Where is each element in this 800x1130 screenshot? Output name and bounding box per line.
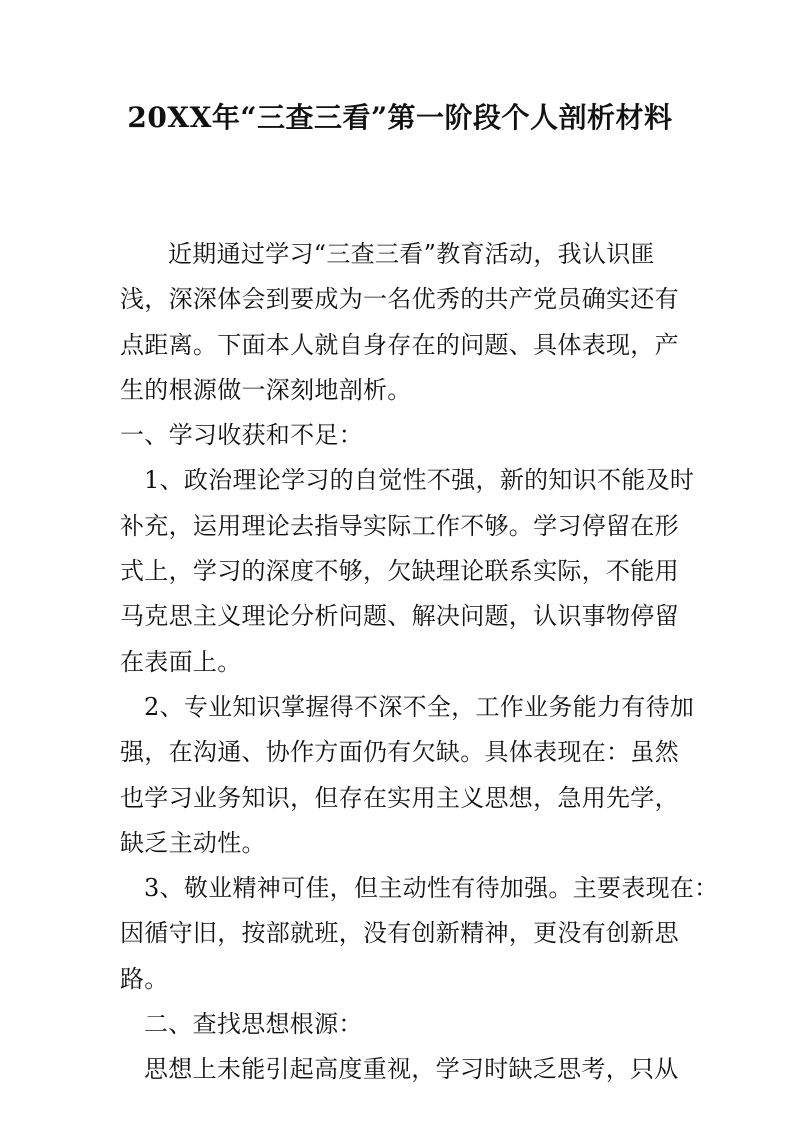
paragraph-line: 近期通过学习“三查三看”教育活动，我认识匪 [168, 240, 655, 268]
paragraph-line: 3、敬业精神可佳，但主动性有待加强。主要表现在： [144, 874, 719, 903]
paragraph-line: 马克思主义理论分析问题、解决问题，认识事物停留 [120, 602, 679, 631]
paragraph-line: 强，在沟通、协作方面仍有欠缺。具体表现在：虽然 [120, 738, 679, 767]
document-title: 20XX年“三查三看”第一阶段个人剖析材料 [127, 101, 673, 134]
paragraph-line: 1、政治理论学习的自觉性不强，新的知识不能及时 [144, 466, 695, 495]
section-heading-1: 一、学习收获和不足： [120, 421, 363, 450]
paragraph-line: 点距离。下面本人就自身存在的问题、具体表现，产 [120, 330, 679, 359]
paragraph-line: 2、专业知识掌握得不深不全，工作业务能力有待加 [144, 692, 695, 721]
paragraph-line: 也学习业务知识，但存在实用主义思想，急用先学， [120, 783, 679, 812]
document-body [120, 232, 719, 1093]
paragraph-line: 因循守旧，按部就班，没有创新精神，更没有创新思 [120, 919, 679, 948]
paragraph-line: 在表面上。 [120, 647, 242, 676]
paragraph-line: 思想上未能引起高度重视，学习时缺乏思考，只从 [144, 1055, 679, 1084]
paragraph-line: 缺乏主动性。 [120, 828, 266, 857]
paragraph-line: 浅，深深体会到要成为一名优秀的共产党员确实还有 [120, 285, 679, 314]
paragraph-line: 生的根源做一深刻地剖析。 [120, 375, 412, 404]
paragraph-line: 补充，运用理论去指导实际工作不够。学习停留在形 [120, 511, 679, 540]
section-heading-2: 二、查找思想根源： [144, 1010, 363, 1039]
paragraph-line: 式上，学习的深度不够，欠缺理论联系实际，不能用 [120, 557, 679, 586]
paragraph-line: 路。 [120, 964, 169, 993]
